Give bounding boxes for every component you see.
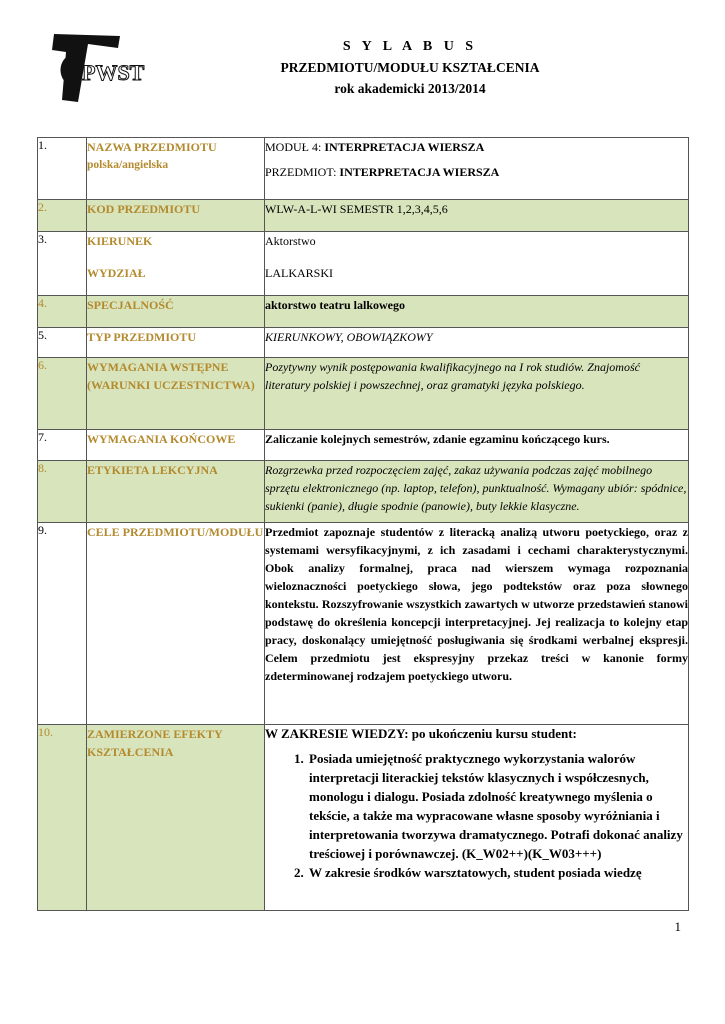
syllabus-table <box>37 137 689 911</box>
document-header <box>200 36 620 99</box>
label-main: WYMAGANIA KOŃCOWE <box>87 432 236 446</box>
table-row <box>38 138 689 200</box>
row-number: 6. <box>38 358 87 430</box>
row-number: 7. <box>38 430 87 461</box>
row-label <box>87 430 265 461</box>
page-number: 1 <box>674 919 681 934</box>
row-number: 3. <box>38 232 87 296</box>
learning-outcomes <box>265 725 689 911</box>
row-label <box>87 138 265 200</box>
row-label <box>87 725 265 911</box>
row-number: 10. <box>38 725 87 911</box>
table-row <box>38 328 689 358</box>
table-row <box>38 430 689 461</box>
table-row <box>38 725 689 911</box>
row-number: 4. <box>38 296 87 328</box>
row-number: 2. <box>38 200 87 232</box>
row-value <box>265 232 689 296</box>
value-prefix: MODUŁ 4: <box>265 140 325 154</box>
syllabus-title: S Y L A B U S <box>342 39 478 54</box>
syllabus-subtitle: PRZEDMIOTU/MODUŁU KSZTAŁCENIA <box>280 60 540 75</box>
list-item: 2. W zakresie środków warsztatowych, student posiada wiedzę <box>307 863 688 882</box>
label-main: ZAMIERZONE EFEKTY KSZTAŁCENIA <box>87 727 223 759</box>
row-number: 9. <box>38 523 87 725</box>
pwst-logo <box>48 30 145 104</box>
outcomes-intro: W ZAKRESIE WIEDZY: po ukończeniu kursu student: <box>265 726 577 741</box>
table-row <box>38 461 689 523</box>
field-of-study: Aktorstwo <box>265 234 316 248</box>
row-label <box>87 358 265 430</box>
label-main: KOD PRZEDMIOTU <box>87 202 201 216</box>
logo-letters: PWST <box>82 60 145 85</box>
table-row <box>38 232 689 296</box>
module-name: INTERPRETACJA WIERSZA <box>324 140 485 154</box>
subject-type: KIERUNKOWY, OBOWIĄZKOWY <box>265 328 689 358</box>
specialization: aktorstwo teatru lalkowego <box>265 296 689 328</box>
lesson-etiquette: Rozgrzewka przed rozpoczęciem zajęć, zakaz używania podczas zajęć mobilnego sprzętu elektronicznego (np. laptop, telefon), punktualność. Wymagany ubiór: spódnice, sukienki (panie), długie spodnie (panowie), buty lekkie klasyczne. <box>265 461 689 523</box>
label-main: KIERUNEK <box>87 234 153 248</box>
label-main: CELE PRZEDMIOTU/MODUŁU <box>87 525 264 539</box>
table-row <box>38 200 689 232</box>
value-prefix: PRZEDMIOT: <box>265 165 340 179</box>
row-value <box>265 138 689 200</box>
course-goals: Przedmiot zapoznaje studentów z literacką analizą utworu poetyckiego, oraz z systemami wersyfikacyjnymi, z ich zasadami i cechami charakterystycznymi. Obok analizy formalnej, praca nad wierszem wymaga rozpoznania wieloznaczności poetyckiego słowa, jego podtekstów oraz poza słownego kontekstu. Rozszyfrowanie wszystkich zawartych w utworze przedstawień stanowi podstawę do określenia koncepcji interpretacyjnej. Jej realizacja to kolejny etap pracy, doskonalący umiejętność posługiwania się środkami werbalnej ekspresji. Celem przedmiotu jest ekspresyjny przekaz treści w kanonie formy zdeterminowanej rodzajem poetyckiego utworu. <box>265 523 689 725</box>
label-sub: polska/angielska <box>87 159 169 171</box>
subject-code: WLW-A-L-WI SEMESTR 1,2,3,4,5,6 <box>265 200 689 232</box>
final-requirements: Zaliczanie kolejnych semestrów, zdanie egzaminu kończącego kurs. <box>265 430 689 461</box>
table-row <box>38 296 689 328</box>
prerequisites: Pozytywny wynik postępowania kwalifikacyjnego na I rok studiów. Znajomość literatury polskiej i powszechnej, oraz gramatyki języka polskiego. <box>265 358 689 430</box>
table-row <box>38 358 689 430</box>
row-number: 8. <box>38 461 87 523</box>
label-main: WYMAGANIA WSTĘPNE (WARUNKI UCZESTNICTWA) <box>87 360 255 392</box>
label-secondary: WYDZIAŁ <box>87 266 146 280</box>
row-label <box>87 232 265 296</box>
academic-year: rok akademicki 2013/2014 <box>334 81 486 96</box>
row-label <box>87 296 265 328</box>
label-main: TYP PRZEDMIOTU <box>87 330 197 344</box>
faculty: LALKARSKI <box>265 266 333 280</box>
row-label <box>87 461 265 523</box>
subject-name: INTERPRETACJA WIERSZA <box>339 165 500 179</box>
row-number: 5. <box>38 328 87 358</box>
table-row <box>38 523 689 725</box>
list-item: 1. Posiada umiejętność praktycznego wykorzystania walorów interpretacji literackiej tekstów klasycznych i współczesnych, monologu i dialogu. Posiada zdolność kreatywnego myślenia o tekście, a także ma wypracowane własne sposoby wyróżniania i interpretowania tworzywa dramatycznego. Potrafi dokonać analizy treściowej i porównawczej. (K_W02++)(K_W03+++) <box>307 749 688 863</box>
label-main: SPECJALNOŚĆ <box>87 298 174 312</box>
label-main: NAZWA PRZEDMIOTU <box>87 140 217 154</box>
row-label <box>87 200 265 232</box>
outcomes-list <box>265 749 688 882</box>
row-label <box>87 523 265 725</box>
label-main: ETYKIETA LEKCYJNA <box>87 463 218 477</box>
row-number: 1. <box>38 138 87 200</box>
row-label <box>87 328 265 358</box>
